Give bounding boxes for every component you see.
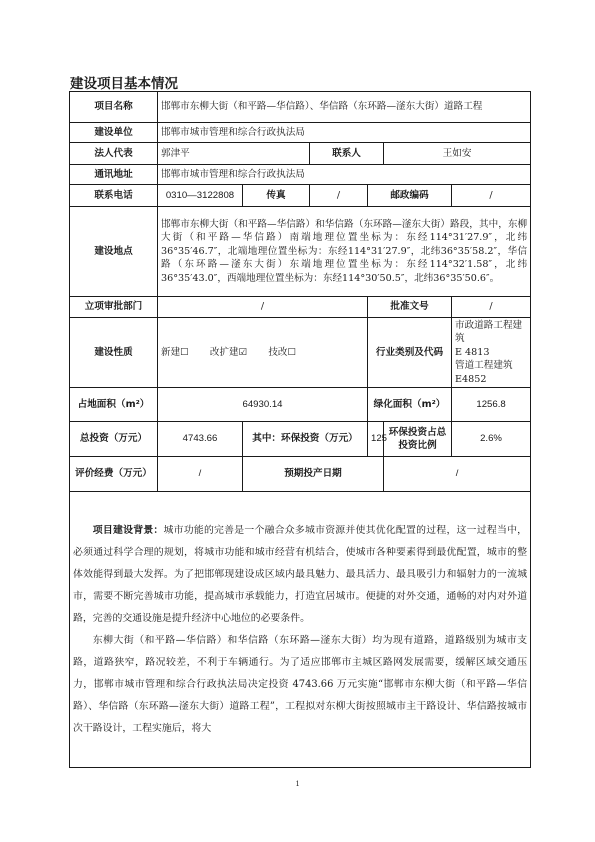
label-nature: 建设性质 [70, 318, 158, 388]
project-info-table [69, 91, 531, 768]
page-number: 1 [295, 779, 300, 788]
label-production-date: 预期投产日期 [243, 457, 384, 492]
page-title: 建设项目基本情况 [70, 76, 178, 92]
label-env-investment: 其中：环保投资（万元） [243, 422, 368, 457]
industry-line-3: 管道工程建筑 E4852 [455, 360, 513, 385]
row-background [70, 492, 531, 768]
value-env-investment: 125 [368, 422, 384, 457]
checkbox-tech[interactable]: 技改☐ [268, 346, 297, 358]
value-area: 64930.14 [158, 388, 368, 422]
row-legal-rep [70, 143, 531, 165]
row-unit [70, 123, 531, 143]
value-legal-rep: 郭津平 [158, 143, 310, 165]
label-area: 占地面积（m²） [70, 388, 158, 422]
row-location [70, 207, 531, 297]
label-project-name: 项目名称 [70, 92, 158, 123]
label-legal-rep: 法人代表 [70, 143, 158, 165]
value-unit: 邯郸市城市管理和综合行政执法局 [158, 123, 531, 143]
value-green-area: 1256.8 [452, 388, 531, 422]
value-approval-dept: / [158, 297, 368, 318]
row-nature [70, 318, 531, 388]
row-investment [70, 422, 531, 457]
value-industry [452, 318, 531, 388]
checkbox-expand[interactable]: 改扩建☑ [209, 346, 248, 358]
label-green-area: 绿化面积（m²） [368, 388, 452, 422]
background-para-1-text: 城市功能的完善是一个融合众多城市资源并使其优化配置的过程，这一过程当中，必须通过科学合理的规划，将城市功能和城市经营有机结合，使城市各种要素得到最优配置，城市的整体效能得到最大发挥。为了把邯郸现建设成区域内最具魅力、最具活力、最具吸引力和辐射力的一流城市，需要不断完善城市功能，提高城市承载能力，打造宜居城市。便捷的对外交通，通畅的对内对外道路，完善的交通设施是提升经济中心地位的必要条件。 [73, 524, 528, 624]
label-industry: 行业类别及代码 [368, 318, 452, 388]
label-investment: 总投资（万元） [70, 422, 158, 457]
value-fax: / [310, 185, 368, 207]
checkbox-new[interactable]: 新建☐ [161, 346, 189, 358]
label-unit: 建设单位 [70, 123, 158, 143]
label-address: 通讯地址 [70, 165, 158, 185]
background-para-1 [73, 520, 527, 630]
value-location: 邯郸市东柳大街（和平路—华信路）和华信路（东环路—滏东大街）路段，其中，东柳大街（和平路—华信路）南端地理位置坐标为：东经114°31′27.9″，北纬36°35′46.7″，北端地理位置坐标为：东经114°31′27.9″，北纬36°35′58.2″，华信路（东环路—滏东大街）东端地理位置坐标为：东经114°32′1.58″，北纬36°35′43.0″，西端地理位置坐标为：东经114°30′50.5″，北纬36°35′50.6″。 [158, 207, 531, 297]
value-production-date: / [384, 457, 531, 492]
value-contact: 王如安 [384, 143, 531, 165]
label-phone: 联系电话 [70, 185, 158, 207]
label-approval-no: 批准文号 [368, 297, 452, 318]
industry-line-1: 市政道路工程建筑 [455, 320, 523, 345]
row-eval-fee [70, 457, 531, 492]
value-approval-no: / [452, 297, 531, 318]
label-fax: 传真 [243, 185, 310, 207]
value-project-name: 邯郸市东柳大街（和平路—华信路）、华信路（东环路—滏东大街）道路工程 [158, 92, 531, 123]
label-approval-dept: 立项审批部门 [70, 297, 158, 318]
value-address: 邯郸市城市管理和综合行政执法局 [158, 165, 531, 185]
value-investment: 4743.66 [158, 422, 243, 457]
label-env-ratio: 环保投资占总投资比例 [384, 422, 452, 457]
row-area [70, 388, 531, 422]
value-phone: 0310—3122808 [158, 185, 243, 207]
label-postcode: 邮政编码 [368, 185, 452, 207]
label-location: 建设地点 [70, 207, 158, 297]
value-eval-fee: / [158, 457, 243, 492]
value-env-ratio: 2.6% [452, 422, 531, 457]
value-postcode: / [452, 185, 531, 207]
row-project-name [70, 92, 531, 123]
industry-line-2: E 4813 [455, 346, 490, 358]
row-approval [70, 297, 531, 318]
background-heading: 项目建设背景： [92, 524, 164, 536]
row-phone [70, 185, 531, 207]
label-contact: 联系人 [310, 143, 384, 165]
background-section [70, 492, 531, 768]
background-para-2: 东柳大街（和平路—华信路）和华信路（东环路—滏东大街）均为现有道路，道路级别为城市支路，道路狭窄，路况较差，不利于车辆通行。为了适应邯郸市主城区路网发展需要，缓解区域交通压力，邯郸市城市管理和综合行政执法局决定投资 4743.66 万元实施“邯郸市东柳大街（和平路—华信路）、华信路（东环路—滏东大街）道路工程”，工程拟对东柳大街按照城市主干路设计、华信路按城市次干路设计，工程实施后，将大 [73, 634, 528, 734]
value-nature [158, 318, 368, 388]
row-address [70, 165, 531, 185]
label-eval-fee: 评价经费（万元） [70, 457, 158, 492]
